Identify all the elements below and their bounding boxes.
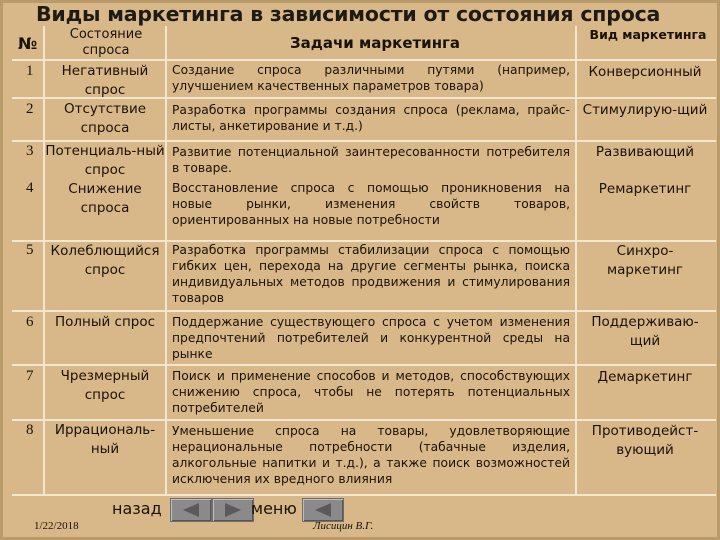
slide-date: 1/22/2018 <box>34 520 79 532</box>
marketing-type: Конверсионный <box>588 64 702 80</box>
demand-state: Чрезмерный спрос <box>60 368 150 403</box>
row-number: 1 <box>26 63 34 79</box>
demand-state: Колеблющийся спрос <box>50 243 160 278</box>
demand-state: Полный спрос <box>54 314 156 330</box>
marketing-task: Уменьшение спроса на товары, удовлетворяющие нерациональные потребности (табачные изделия, алкогольные напитки и т.д.), а также поиск возможностей исключения их вредного влияния <box>172 424 570 486</box>
marketing-type: Поддерживаю-щий <box>591 314 699 349</box>
demand-state: Снижение спроса <box>68 181 142 216</box>
row-number: 6 <box>26 314 34 330</box>
header-demand-state: Состояние спроса <box>69 27 143 58</box>
demand-state: Негативный спрос <box>61 63 149 98</box>
back-button[interactable] <box>170 498 212 522</box>
marketing-type: Демаркетинг <box>597 369 693 385</box>
marketing-task: Поиск и применение способов и методов, способствующих снижению спроса, чтобы не потерять потенциальных потребителей <box>172 369 570 415</box>
marketing-task: Развитие потенциальной заинтересованности потребителя в товаре. <box>172 145 570 175</box>
row-number: 3 <box>26 143 34 159</box>
marketing-task: Восстановление спроса с помощью проникновения на новые рынки, изменения свойств товаров, ориентированных на новые потребности <box>172 181 570 227</box>
back-label[interactable]: назад <box>112 499 162 518</box>
forward-button[interactable] <box>212 498 254 522</box>
demand-state: Иррациональ-ный <box>54 422 156 457</box>
demand-state: Потенциаль-ный спрос <box>45 143 165 178</box>
marketing-task: Создание спроса различными путями (например, улучшением качественных параметров товара) <box>172 63 570 93</box>
marketing-type: Противодейст-вующий <box>591 423 699 458</box>
row-number: 2 <box>26 101 34 117</box>
marketing-type: Ремаркетинг <box>598 181 692 197</box>
row-number: 7 <box>26 368 34 384</box>
slide-author: Лисицин В.Г. <box>313 520 374 532</box>
marketing-task: Разработка программы создания спроса (реклама, прайс-листы, анкетирование и т.д.) <box>172 103 570 133</box>
row-number: 5 <box>26 242 34 258</box>
marketing-task: Поддержание существующего спроса с учетом изменения предпочтений потребителей и конкурентной среды на рынке <box>172 315 570 361</box>
marketing-type: Стимулирую-щий <box>582 102 708 118</box>
arrow-left-icon <box>181 502 201 518</box>
row-number: 8 <box>26 422 34 438</box>
slide-title: Виды маркетинга в зависимости от состояния спроса <box>36 2 661 26</box>
marketing-task: Разработка программы стабилизации спроса с помощью гибких цен, перехода на другие сегменты рынка, поиска индивидуальных методов продвижения и стимулирования товаров <box>172 243 570 305</box>
menu-button[interactable] <box>302 498 344 522</box>
header-number: № <box>18 33 38 53</box>
menu-label[interactable]: меню <box>251 499 297 518</box>
marketing-type: Синхро-маркетинг <box>606 243 684 278</box>
arrow-right-icon <box>223 502 243 518</box>
row-number: 4 <box>26 180 34 196</box>
header-marketing-tasks: Задачи маркетинга <box>289 34 461 52</box>
demand-state: Отсутствие спроса <box>63 101 147 136</box>
marketing-type: Развивающий <box>595 144 695 160</box>
header-marketing-type: Вид маркетинга <box>589 26 707 42</box>
arrow-left-icon <box>313 502 333 518</box>
